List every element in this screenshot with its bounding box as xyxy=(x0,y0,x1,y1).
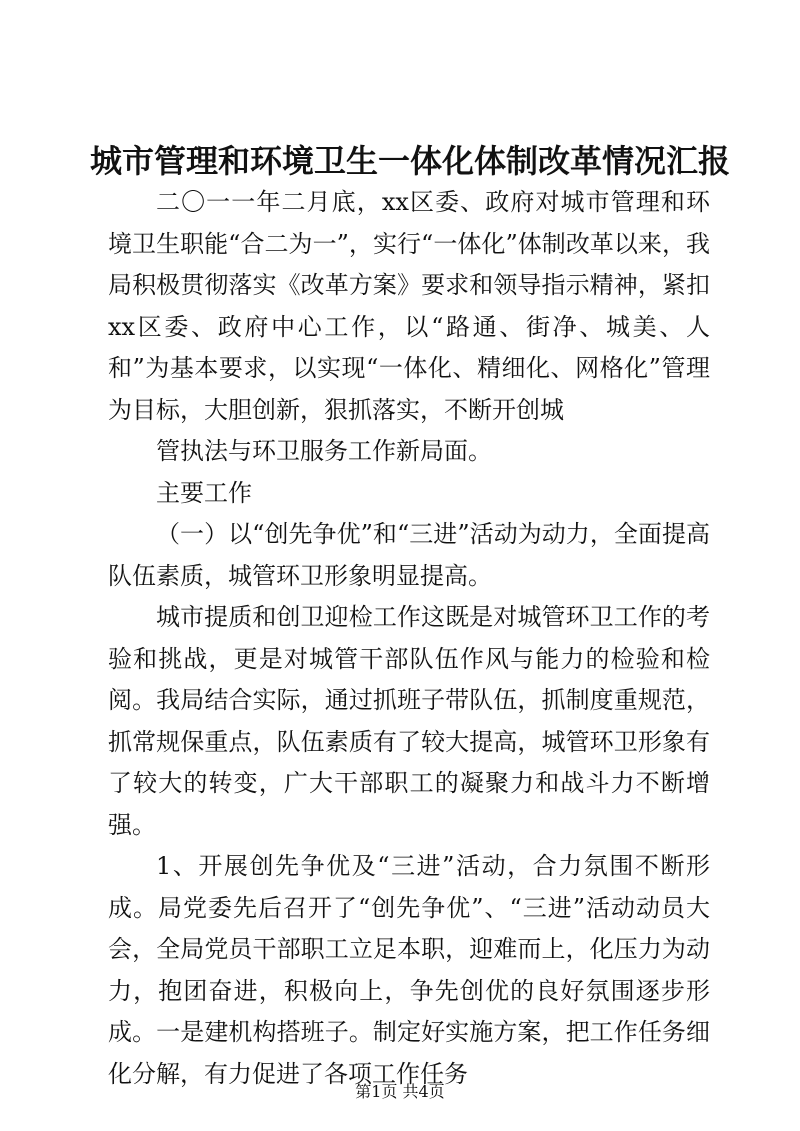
section-heading-main-work: 主要工作 xyxy=(156,478,252,507)
paragraph-4: 1、开展创先争优及“三进”活动，合力氛围不断形成。局党委先后召开了“创先争优”、“三进”活动动员大会，全局党员干部职工立足本职，迎难而上，化压力为动力，抱团奋进，积极向上，争先创优的良好氛围逐步形成。一是建机构搭班子。制定好实施方案，把工作任务细化分解，有力促进了各项工作任务 xyxy=(108,852,710,1088)
paragraph-3: 城市提质和创卫迎检工作这既是对城管环卫工作的考验和挑战，更是对城管干部队伍作风与能力的检验和检阅。我局结合实际，通过抓班子带队伍，抓制度重规范，抓常规保重点，队伍素质有了较大提高，城管环卫形象有了较大的转变，广大干部职工的凝聚力和战斗力不断增强。 xyxy=(108,603,710,839)
subsection-heading-1: （一）以“创先争优”和“三进”活动为动力，全面提高队伍素质，城管环卫形象明显提高。 xyxy=(108,520,710,590)
paragraph-1: 二〇一一年二月底，xx区委、政府对城市管理和环境卫生职能“合二为一”，实行“一体化”体制改革以来，我局积极贯彻落实《改革方案》要求和领导指示精神，紧扣xx区委、政府中心工作，以“路通、街净、城美、人和”为基本要求，以实现“一体化、精细化、网格化”管理为目标，大胆创新，狠抓落实，不断开创城 xyxy=(108,188,710,424)
page-footer: 第1页 共4页 xyxy=(355,1082,445,1101)
paragraph-2: 管执法与环卫服务工作新局面。 xyxy=(156,437,492,465)
document-body xyxy=(108,182,710,1095)
document-title: 城市管理和环境卫生一体化体制改革情况汇报 xyxy=(90,142,731,180)
